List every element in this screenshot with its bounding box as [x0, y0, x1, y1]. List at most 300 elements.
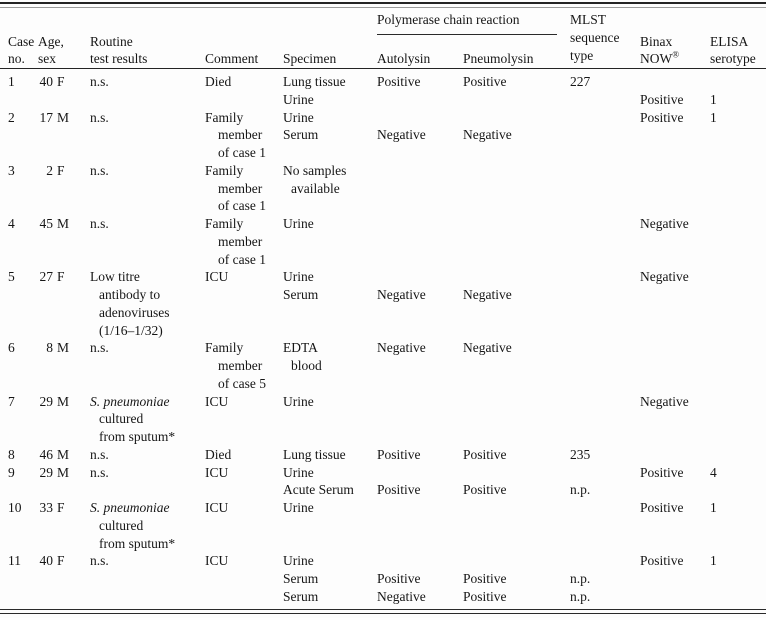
- cell-binax: [640, 446, 710, 464]
- cell-routine: [90, 91, 205, 109]
- cell-comment: [205, 588, 283, 606]
- header-age-sex: [38, 11, 90, 68]
- cell-case: 4: [8, 216, 15, 231]
- cell-elisa: [710, 322, 766, 340]
- cell-case: [8, 588, 38, 606]
- cell-elisa: 1: [710, 553, 717, 569]
- cell-comment: Family: [205, 340, 244, 356]
- header-routine-line2: test results: [90, 51, 148, 67]
- cell-pneumolysin: [463, 375, 570, 393]
- cell-elisa: [710, 410, 766, 428]
- cell-specimen: EDTA: [283, 340, 318, 356]
- cell-case: [8, 304, 38, 322]
- header-age-line1: Age,: [38, 33, 64, 49]
- cell-routine: [90, 570, 205, 588]
- cell-routine: [90, 357, 205, 375]
- cell-age: [38, 535, 90, 553]
- table-line: [0, 375, 766, 393]
- cell-routine: [90, 375, 205, 393]
- cell-binax: [640, 481, 710, 499]
- cell-autolysin: [377, 428, 463, 446]
- cell-age: [38, 393, 90, 411]
- cell-case: [8, 286, 38, 304]
- cell-elisa: [710, 428, 766, 446]
- cell-binax: [640, 410, 710, 428]
- cell-binax: [640, 126, 710, 144]
- cell-routine: n.s.: [90, 446, 109, 462]
- header-age-line2: sex: [38, 51, 56, 67]
- cell-case: 5: [8, 269, 15, 285]
- cell-age: [38, 446, 90, 464]
- cell-case: [8, 357, 38, 375]
- cell-case: 7: [8, 393, 15, 409]
- cell-routine: from sputum*: [99, 429, 176, 444]
- cell-specimen: [283, 428, 377, 446]
- cell-elisa: [710, 215, 766, 233]
- cell-elisa: [710, 304, 766, 322]
- cell-elisa: [710, 286, 766, 304]
- cell-specimen: [283, 410, 377, 428]
- cell-specimen: [283, 251, 377, 269]
- header-routine-line1: Routine: [90, 33, 133, 49]
- header-binax-line2: [640, 50, 710, 68]
- table-line: [0, 339, 766, 357]
- table-line: [0, 91, 766, 109]
- cell-mlst: 227: [570, 74, 591, 89]
- header-case-line2: no.: [8, 51, 25, 67]
- cell-mlst: [570, 393, 640, 411]
- cell-mlst: [570, 126, 640, 144]
- cell-elisa: [710, 446, 766, 464]
- table-line: [0, 144, 766, 162]
- cell-mlst: n.p.: [570, 482, 591, 498]
- cell-comment: [205, 91, 283, 109]
- cell-autolysin: [377, 535, 463, 553]
- age-value: 45: [39, 216, 53, 231]
- cell-comment: [205, 410, 283, 428]
- cell-elisa: [710, 268, 766, 286]
- cell-case: [8, 410, 38, 428]
- table-line: [0, 304, 766, 322]
- cell-routine: n.s.: [90, 553, 109, 569]
- cell-age: [38, 570, 90, 588]
- cell-binax: Negative: [640, 216, 689, 231]
- table-line: [0, 588, 766, 606]
- cell-pneumolysin: [463, 197, 570, 215]
- cell-age: [38, 322, 90, 340]
- age-value: 8: [46, 340, 53, 356]
- cell-case: 8: [8, 446, 15, 462]
- cell-binax: [640, 286, 710, 304]
- cell-autolysin: Positive: [377, 446, 421, 462]
- cell-age: [38, 144, 90, 162]
- cell-comment: ICU: [205, 464, 229, 480]
- cell-age: [38, 73, 90, 91]
- cell-routine: cultured: [99, 411, 144, 427]
- cell-age: [38, 517, 90, 535]
- cell-autolysin: [377, 180, 463, 198]
- cell-pneumolysin: Negative: [463, 287, 512, 302]
- cell-routine: n.s.: [90, 464, 109, 480]
- cell-pneumolysin: [463, 91, 570, 109]
- cell-specimen: [283, 144, 377, 162]
- cell-specimen: Urine: [283, 109, 314, 125]
- cell-binax: [640, 517, 710, 535]
- cell-autolysin: [377, 517, 463, 535]
- cell-comment: ICU: [205, 269, 229, 285]
- cell-comment: [205, 535, 283, 553]
- cell-age: [38, 251, 90, 269]
- table-line: [0, 233, 766, 251]
- cell-binax: Positive: [640, 109, 684, 125]
- cell-pneumolysin: [463, 499, 570, 517]
- cell-age: [38, 304, 90, 322]
- cell-routine: [90, 197, 205, 215]
- cell-binax: Negative: [640, 393, 689, 409]
- header-binax-now-text: NOW: [640, 51, 673, 67]
- cell-pneumolysin: [463, 464, 570, 482]
- cell-mlst: [570, 197, 640, 215]
- cell-specimen: Urine: [283, 91, 314, 107]
- cell-pneumolysin: [463, 251, 570, 269]
- cell-binax: [640, 322, 710, 340]
- cell-mlst: [570, 286, 640, 304]
- cell-specimen: Urine: [283, 269, 314, 285]
- cell-autolysin: [377, 233, 463, 251]
- cell-autolysin: [377, 375, 463, 393]
- cell-routine: [90, 233, 205, 251]
- table-line: [0, 552, 766, 570]
- bottom-double-rule: [0, 609, 766, 614]
- cell-age: [38, 410, 90, 428]
- cell-specimen: Serum: [283, 127, 319, 143]
- table-line: [0, 322, 766, 340]
- cell-case: [8, 126, 38, 144]
- cell-pneumolysin: [463, 393, 570, 411]
- cell-age: [38, 180, 90, 198]
- cell-comment: of case 1: [218, 251, 266, 267]
- cell-routine: [90, 588, 205, 606]
- cell-mlst: n.p.: [570, 571, 591, 586]
- cell-pneumolysin: [463, 215, 570, 233]
- cell-elisa: [710, 517, 766, 535]
- cell-specimen: [283, 517, 377, 535]
- cell-autolysin: [377, 251, 463, 269]
- cell-elisa: 1: [710, 109, 717, 125]
- table-line: [0, 357, 766, 375]
- age-value: 40: [39, 553, 53, 569]
- header-pcr-group: [377, 11, 570, 68]
- age-value: 40: [39, 74, 53, 89]
- table-line: [0, 446, 766, 464]
- cell-comment: ICU: [205, 553, 229, 569]
- cell-specimen: Serum: [283, 588, 319, 604]
- cell-pneumolysin: [463, 410, 570, 428]
- header-elisa-line2: serotype: [710, 51, 756, 67]
- cell-mlst: [570, 322, 640, 340]
- cell-mlst: [570, 517, 640, 535]
- age-value: 29: [39, 464, 53, 480]
- sex-value: M: [57, 340, 70, 356]
- cell-age: [38, 339, 90, 357]
- table-line: [0, 481, 766, 499]
- cell-routine: n.s.: [90, 162, 109, 178]
- cell-age: [38, 233, 90, 251]
- header-pcr-group-title: Polymerase chain reaction: [377, 11, 557, 35]
- cell-comment: Died: [205, 446, 232, 462]
- cell-age: [38, 215, 90, 233]
- cell-specimen: Lung tissue: [283, 74, 346, 89]
- cell-specimen: blood: [291, 358, 322, 373]
- cell-binax: [640, 233, 710, 251]
- cell-case: 11: [8, 553, 21, 569]
- cell-elisa: [710, 197, 766, 215]
- cell-age: [38, 91, 90, 109]
- cell-binax: [640, 357, 710, 375]
- cell-elisa: [710, 233, 766, 251]
- cell-specimen: Urine: [283, 393, 314, 409]
- sex-value: F: [57, 269, 65, 285]
- cell-autolysin: [377, 464, 463, 482]
- cell-elisa: [710, 73, 766, 91]
- cell-routine: from sputum*: [99, 535, 176, 551]
- cell-binax: [640, 180, 710, 198]
- cell-specimen: available: [291, 180, 340, 196]
- cell-mlst: 235: [570, 446, 591, 462]
- cell-mlst: [570, 144, 640, 162]
- cell-comment: Family: [205, 216, 244, 231]
- cell-age: [38, 499, 90, 517]
- cell-comment: [205, 570, 283, 588]
- cell-autolysin: Positive: [377, 571, 421, 586]
- cell-comment: member: [218, 358, 263, 373]
- cell-case: [8, 570, 38, 588]
- cell-binax: Positive: [640, 553, 684, 569]
- cell-autolysin: [377, 215, 463, 233]
- cell-comment: ICU: [205, 500, 229, 515]
- cell-case: [8, 517, 38, 535]
- cell-pneumolysin: [463, 109, 570, 127]
- cell-elisa: [710, 339, 766, 357]
- cell-elisa: [710, 570, 766, 588]
- cell-autolysin: Negative: [377, 340, 426, 356]
- sex-value: F: [57, 162, 65, 178]
- cell-elisa: 4: [710, 464, 717, 480]
- cell-specimen: [283, 233, 377, 251]
- cell-age: [38, 375, 90, 393]
- cell-autolysin: [377, 393, 463, 411]
- cell-case: [8, 428, 38, 446]
- cell-comment: of case 5: [218, 375, 266, 391]
- cell-pneumolysin: [463, 535, 570, 553]
- cell-binax: [640, 251, 710, 269]
- cell-age: [38, 481, 90, 499]
- cell-pneumolysin: [463, 162, 570, 180]
- cell-age: [38, 109, 90, 127]
- cell-specimen: [283, 322, 377, 340]
- cell-specimen: Serum: [283, 571, 319, 586]
- cell-autolysin: [377, 499, 463, 517]
- cell-routine: antibody to: [99, 287, 161, 302]
- table-line: [0, 215, 766, 233]
- cell-comment: [205, 286, 283, 304]
- cell-age: [38, 286, 90, 304]
- header-specimen-label: Specimen: [283, 51, 337, 67]
- cell-binax: Positive: [640, 464, 684, 480]
- cell-elisa: 1: [710, 500, 717, 515]
- cell-age: [38, 268, 90, 286]
- table-line: [0, 499, 766, 517]
- cell-specimen: [283, 375, 377, 393]
- table-line: [0, 393, 766, 411]
- cell-mlst: [570, 215, 640, 233]
- cell-mlst: [570, 499, 640, 517]
- cell-case: [8, 481, 38, 499]
- cell-elisa: [710, 535, 766, 553]
- cell-mlst: [570, 375, 640, 393]
- cell-routine: S. pneumoniae: [90, 500, 170, 515]
- cell-binax: [640, 304, 710, 322]
- cell-binax: [640, 339, 710, 357]
- header-elisa-line1: ELISA: [710, 33, 749, 49]
- table-line: [0, 126, 766, 144]
- cell-autolysin: [377, 552, 463, 570]
- cell-specimen: Urine: [283, 500, 314, 515]
- cell-specimen: Urine: [283, 464, 314, 480]
- table-line: [0, 162, 766, 180]
- cell-mlst: [570, 464, 640, 482]
- cell-specimen: [283, 535, 377, 553]
- cell-specimen: Serum: [283, 287, 319, 302]
- cell-mlst: [570, 410, 640, 428]
- cell-pneumolysin: [463, 180, 570, 198]
- cell-routine: n.s.: [90, 216, 109, 231]
- header-comment-label: Comment: [205, 51, 259, 67]
- cell-comment: Family: [205, 109, 244, 125]
- cell-comment: of case 1: [218, 198, 266, 214]
- cell-pneumolysin: [463, 233, 570, 251]
- cell-age: [38, 357, 90, 375]
- cell-autolysin: [377, 268, 463, 286]
- cell-routine: cultured: [99, 517, 144, 533]
- cell-autolysin: [377, 144, 463, 162]
- sex-value: F: [57, 500, 65, 515]
- table-line: [0, 517, 766, 535]
- cell-age: [38, 197, 90, 215]
- cell-mlst: [570, 535, 640, 553]
- sex-value: M: [57, 446, 70, 462]
- cell-mlst: [570, 180, 640, 198]
- cell-case: 6: [8, 340, 15, 356]
- cell-autolysin: Negative: [377, 287, 426, 302]
- cell-autolysin: Positive: [377, 74, 421, 89]
- table-line: [0, 570, 766, 588]
- table-line: [0, 428, 766, 446]
- table-line: [0, 410, 766, 428]
- cell-elisa: 1: [710, 91, 717, 107]
- cell-comment: Died: [205, 74, 232, 89]
- cell-pneumolysin: [463, 268, 570, 286]
- cell-autolysin: [377, 410, 463, 428]
- sex-value: M: [57, 393, 70, 409]
- cell-binax: [640, 588, 710, 606]
- cell-autolysin: [377, 304, 463, 322]
- sex-value: F: [57, 553, 65, 569]
- cell-routine: S. pneumoniae: [90, 393, 170, 409]
- header-mlst-line2: sequence: [570, 29, 620, 45]
- cell-pneumolysin: Positive: [463, 571, 507, 586]
- cell-comment: Family: [205, 162, 244, 178]
- cell-mlst: [570, 339, 640, 357]
- header-mlst-line3: type: [570, 47, 594, 63]
- cell-autolysin: [377, 197, 463, 215]
- header-routine-test-results: [90, 11, 205, 68]
- cell-pneumolysin: [463, 428, 570, 446]
- cell-routine: [90, 144, 205, 162]
- cell-specimen: Urine: [283, 216, 314, 231]
- cell-binax: [640, 162, 710, 180]
- sex-value: M: [57, 109, 70, 125]
- cell-binax: [640, 375, 710, 393]
- cell-routine: n.s.: [90, 109, 109, 125]
- cell-pneumolysin: [463, 322, 570, 340]
- cell-binax: [640, 144, 710, 162]
- cell-elisa: [710, 393, 766, 411]
- sex-value: M: [57, 464, 70, 480]
- table-line: [0, 109, 766, 127]
- cell-elisa: [710, 588, 766, 606]
- cell-pneumolysin: Positive: [463, 74, 507, 89]
- cell-binax: [640, 197, 710, 215]
- cell-specimen: Acute Serum: [283, 482, 354, 498]
- cell-elisa: [710, 481, 766, 499]
- cell-autolysin: Positive: [377, 482, 421, 498]
- cell-comment: member: [218, 180, 263, 196]
- cell-case: 2: [8, 109, 15, 125]
- cell-elisa: [710, 357, 766, 375]
- header-mlst-line1: MLST: [570, 12, 607, 27]
- cell-specimen: [283, 197, 377, 215]
- registered-trademark-symbol: ®: [672, 49, 680, 60]
- cell-mlst: [570, 304, 640, 322]
- cell-mlst: [570, 109, 640, 127]
- age-value: 17: [39, 109, 53, 125]
- cell-comment: [205, 517, 283, 535]
- cell-pneumolysin: [463, 552, 570, 570]
- cell-binax: Negative: [640, 269, 689, 285]
- cell-case: 9: [8, 464, 15, 480]
- cell-pneumolysin: [463, 304, 570, 322]
- cell-case: [8, 322, 38, 340]
- table-header: [0, 8, 766, 68]
- header-elisa-serotype: [710, 11, 766, 68]
- cell-case: [8, 535, 38, 553]
- cell-routine: n.s.: [90, 340, 109, 356]
- cell-case: [8, 91, 38, 109]
- cell-elisa: [710, 126, 766, 144]
- cell-binax: Positive: [640, 91, 684, 107]
- cell-specimen: Urine: [283, 553, 314, 569]
- cell-comment: [205, 428, 283, 446]
- cell-routine: Low titre: [90, 269, 140, 285]
- age-value: 29: [39, 393, 53, 409]
- table-line: [0, 286, 766, 304]
- cell-elisa: [710, 180, 766, 198]
- cell-case: [8, 197, 38, 215]
- cell-binax: [640, 535, 710, 553]
- table-line: [0, 197, 766, 215]
- cell-pneumolysin: Positive: [463, 446, 507, 462]
